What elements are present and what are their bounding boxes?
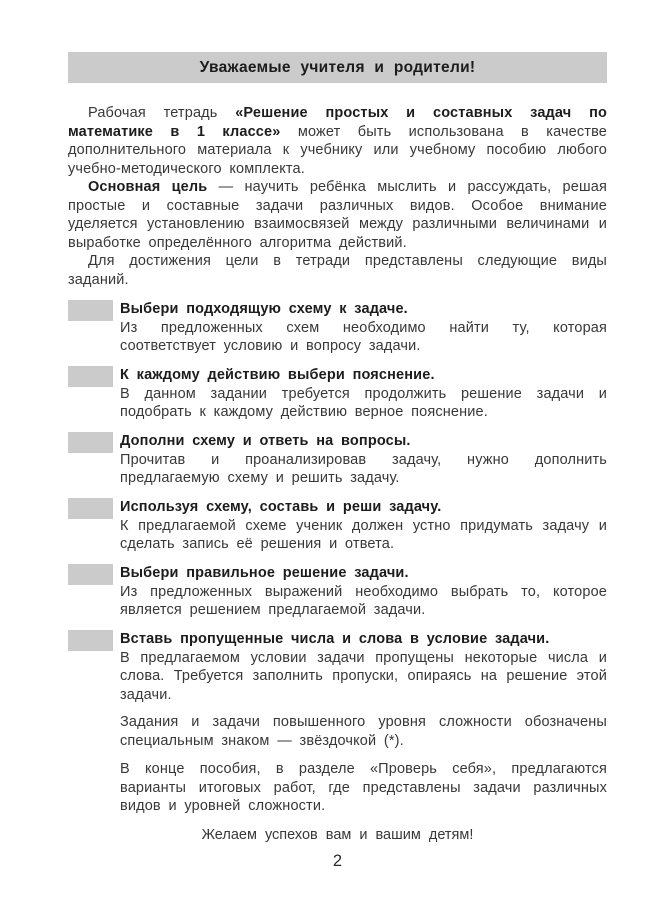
section-title: Дополни схему и ответь на вопросы. xyxy=(120,433,411,449)
section-text xyxy=(120,432,607,488)
section-marker xyxy=(68,366,113,387)
section-marker xyxy=(68,498,113,519)
closing-line: Желаем успехов вам и вашим детям! xyxy=(201,827,474,843)
page-content xyxy=(68,52,607,871)
section-title: Выбери подходящую схему к задаче. xyxy=(120,301,408,317)
intro-paragraph-2 xyxy=(68,178,607,252)
task-type-section xyxy=(68,564,607,620)
intro-p2-bold: Основная цель xyxy=(88,179,208,195)
section-body: В предлагаемом условии задачи пропущены некоторые числа и слова. Требуется заполнить пропуски, опираясь на решение этой задачи. xyxy=(120,649,607,703)
note-paragraph-check-yourself: В конце пособия, в разделе «Проверь себя», предлагаются варианты итоговых работ, где представлены задачи различных видов и уровней сложности. xyxy=(120,761,607,814)
task-type-section xyxy=(68,300,607,356)
section-body: Прочитав и проанализировав задачу, нужно дополнить предлагаемую схему и решить задачу. xyxy=(120,451,607,486)
intro-p1-pre: Рабочая тетрадь xyxy=(88,105,236,121)
intro-p1-post: может быть использована в качестве дополнительного материала к учебнику или учебному пособию любого учебно-методического комплекта. xyxy=(68,123,607,177)
section-text xyxy=(120,498,607,554)
section-body: Из предложенных выражений необходимо выбрать то, которое является решением предлагаемой задачи. xyxy=(120,583,607,618)
intro-p1-bold-title: «Решение простых и составных задач по математике в 1 классе» xyxy=(68,105,607,140)
intro-block xyxy=(68,104,607,290)
intro-p2-rest: — научить ребёнка мыслить и рассуждать, решая простые и составные задачи различных видов. Особое внимание уделяется установлению взаимосвязей между различными величинами и выработке определённого алгоритма действий. xyxy=(68,179,607,251)
intro-paragraph-3: Для достижения цели в тетради представлены следующие виды заданий. xyxy=(68,253,607,288)
section-title: Используя схему, составь и реши задачу. xyxy=(120,499,442,515)
section-text xyxy=(120,300,607,356)
page-number: 2 xyxy=(332,851,343,870)
section-marker xyxy=(68,432,113,453)
note-paragraph-asterisk: Задания и задачи повышенного уровня сложности обозначены специальным знаком — звёздочкой (*). xyxy=(120,714,607,749)
task-type-section xyxy=(68,432,607,488)
section-body: В данном задании требуется продолжить решение задачи и подобрать к каждому действию верное пояснение. xyxy=(120,385,607,420)
section-marker xyxy=(68,564,113,585)
section-title: Выбери правильное решение задачи. xyxy=(120,565,409,581)
intro-paragraph-1 xyxy=(68,104,607,178)
section-text xyxy=(120,366,607,422)
section-title: Вставь пропущенные числа и слова в условие задачи. xyxy=(120,631,550,647)
section-body: К предлагаемой схеме ученик должен устно придумать задачу и сделать запись её решения и ответа. xyxy=(120,517,607,552)
section-marker xyxy=(68,300,113,321)
section-title: К каждому действию выбери пояснение. xyxy=(120,367,435,383)
section-body: Из предложенных схем необходимо найти ту, которая соответствует условию и вопросу задачи. xyxy=(120,319,607,354)
header-title: Уважаемые учителя и родители! xyxy=(199,58,476,76)
section-text xyxy=(120,564,607,620)
section-text xyxy=(120,630,607,704)
section-marker xyxy=(68,630,113,651)
header-banner xyxy=(68,52,607,83)
task-type-section xyxy=(68,498,607,554)
task-type-section xyxy=(68,630,607,704)
task-type-section xyxy=(68,366,607,422)
